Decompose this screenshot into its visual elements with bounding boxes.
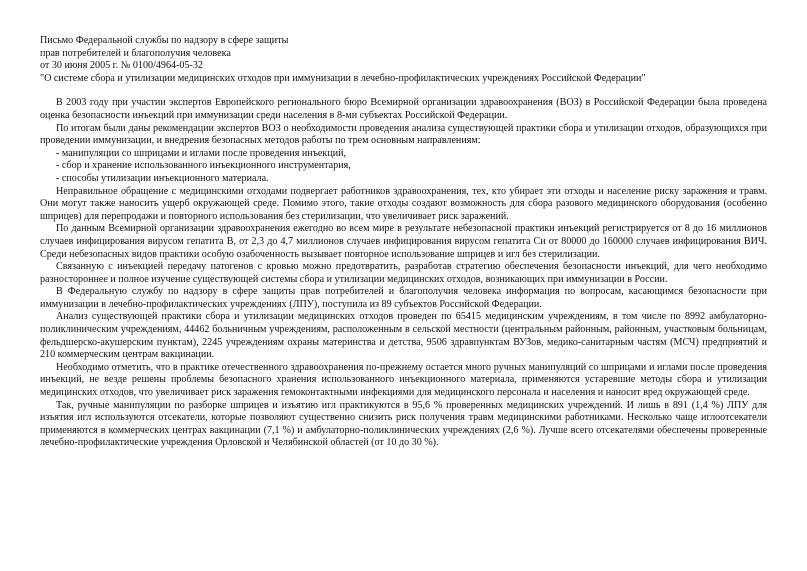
paragraph: Так, ручные манипуляции по разборке шприцев и изъятию игл практикуются в 95,6 % проверенных медицинских учреждений. И лишь в 891 (1,4 %) ЛПУ для изъятия игл используются отсекатели, которые позволяют существенно снизить риск получения травм медицинскими работниками. Несколько чаще иглоотсекатели применяются в коммерческих центрах вакцинации (7,1 %) и амбулаторно-поликлинических учреждениях (2,6 %). Лучше всего отсекателями обеспечены проверенные лечебно-профилактические учреждения Орловской и Челябинской областей (от 10 до 30 %). <box>40 399 767 449</box>
header-line-issuer: Письмо Федеральной службы по надзору в сфере защиты <box>40 35 289 46</box>
paragraph: В Федеральную службу по надзору в сфере защиты прав потребителей и благополучия человека информация по вопросам, касающимся безопасности при иммунизации в лечебно-профилактических учреждениях (ЛПУ), поступила из 89 субъектов Российской Федерации. <box>40 286 767 310</box>
header-line-issuer-cont: прав потребителей и благополучия человека <box>40 47 231 59</box>
list-item: - способы утилизации инъекционного материала. <box>56 172 269 184</box>
paragraph: В 2003 году при участии экспертов Европейского регионального бюро Всемирной организации здравоохранения (ВОЗ) в Российской Федерации была проведена оценка безопасности инъекций при иммунизации среди населения в 8-ми субъектах Российской Федерации. <box>40 97 767 121</box>
letter-header <box>40 35 767 85</box>
paragraph: Анализ существующей практики сбора и утилизации медицинских отходов проведен по 65415 медицинским учреждениям, в том числе по 8992 амбулаторно-поликлиническим учреждениям, 44462 больничным учреждениям, расположенным в сельской местности (центральным районным, районным, участковым больницам, фельдшерско-акушерским пунктам), 2245 учреждениям охраны материнства и детства, 9506 здравпунктам ВУЗов, медико-санитарным частям (МСЧ) предприятий и 210 коммерческим центрам вакцинации. <box>40 311 767 361</box>
paragraph: Неправильное обращение с медицинскими отходами подвергает работников здравоохранения, тех, кто убирает эти отходы и население риску заражения и травм. Они могут также наносить ущерб окружающей среде. Помимо этого, такие отходы создают возможность для сбора разового медицинского оборудования (особенно шприцев) для перепродажи и повторного использования без стерилизации, что увеличивает риск заражений. <box>40 185 767 222</box>
paragraph: По данным Всемирной организации здравоохранения ежегодно во всем мире в результате небезопасной практики инъекций регистрируется от 8 до 16 миллионов случаев инфицирования вирусом гепатита В, от 2,3 до 4,7 миллионов случаев инфицирования вирусом гепатита Си от 80000 до 160000 случаев инфицирования ВИЧ. Среди небезопасных видов практики особую озабоченность вызывает повторное использование шприцев и игл без стерилизации. <box>40 223 767 260</box>
paragraph: По итогам были даны рекомендации экспертов ВОЗ о необходимости проведения анализа существующей практики сбора и утилизации отходов, образующихся при проведении иммунизации, и внедрения безопасных методов работы по трем основным направлениям: <box>40 122 767 147</box>
paragraph: Связанную с инъекцией передачу патогенов с кровью можно предотвратить, разработав стратегию обеспечения безопасности инъекций, для чего необходимо разностороннее и полное изучение существующей системы сбора и утилизации медицинских отходов, возникающих при иммунизации в России. <box>40 261 767 285</box>
header-line-date-number: от 30 июня 2005 г. № 0100/4964-05-32 <box>40 60 203 72</box>
paragraph: Необходимо отметить, что в практике отечественного здравоохранения по-прежнему остается много ручных манипуляций со шприцами и иглами после проведения инъекций, не везде решены проблемы безопасного хранения использованного инъекционного материала, применяются устаревшие методы сбора и утилизации медицинских отходов, что увеличивает риск заражения гемоконтактными инфекциями для медицинского персонала и населения и наносит вред окружающей среде. <box>40 361 767 399</box>
document-page <box>40 35 767 450</box>
letter-body <box>40 97 767 450</box>
header-line-title: "О системе сбора и утилизации медицинских отходов при иммунизации в лечебно-профилактических учреждениях Российской Федерации" <box>40 72 646 84</box>
list-item: - сбор и хранение использованного инъекционного инструментария, <box>56 160 351 172</box>
list-item: - манипуляции со шприцами и иглами после проведения инъекций, <box>56 147 347 159</box>
